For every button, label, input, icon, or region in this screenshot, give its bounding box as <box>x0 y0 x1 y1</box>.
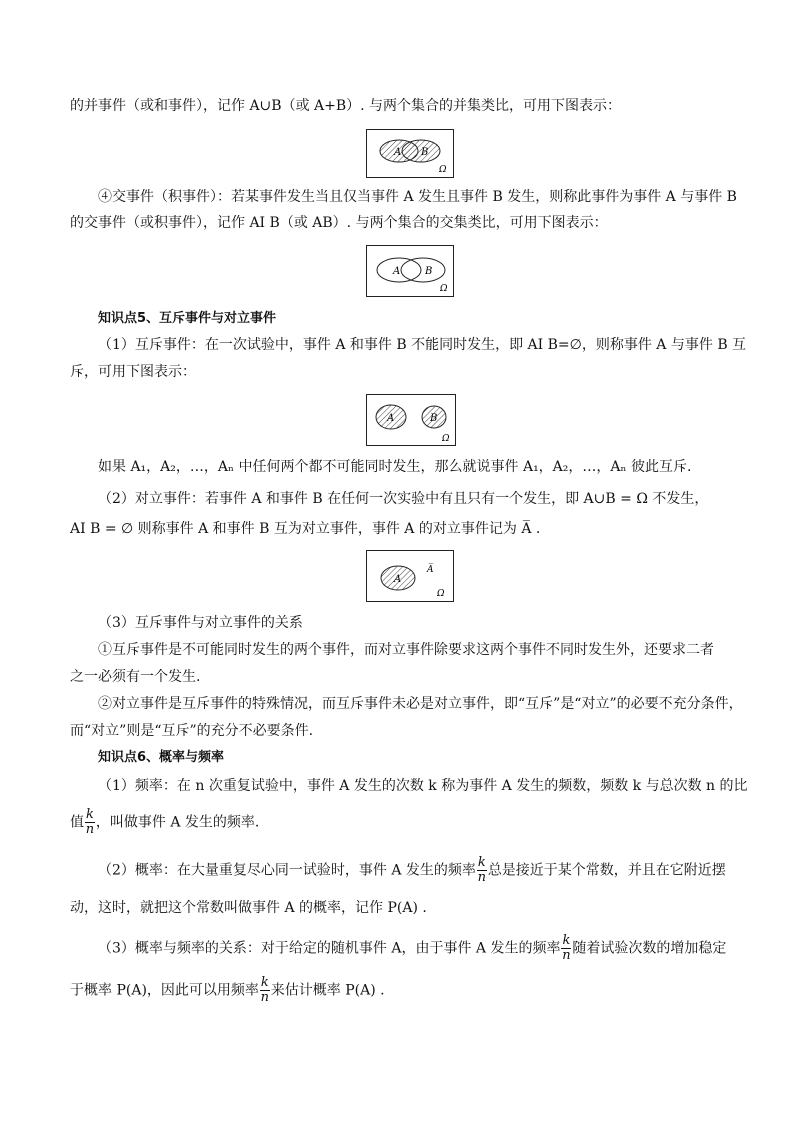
text-line: 如果 A₁，A₂，…，Aₙ 中任何两个都不可能同时发生，那么就说事件 A₁，A₂，…，Aₙ 彼此互斥. <box>98 459 692 475</box>
omega-label: Ω <box>439 165 447 175</box>
venn-complement-diagram <box>366 550 454 602</box>
venn-intersection-diagram <box>366 245 454 297</box>
text-line: ②对立事件是互斥事件的特殊情况，而互斥事件未必是对立事件，即“互斥”是“对立”的必要不充分条件， <box>98 696 743 712</box>
set-a-label: A <box>394 574 402 585</box>
section-heading: 知识点6、概率与频率 <box>98 750 225 765</box>
set-b-label: B <box>430 413 438 424</box>
text-line: 斥，可用下图表示： <box>70 364 196 380</box>
fraction-denominator: n <box>260 990 270 1005</box>
venn-union-diagram <box>366 129 454 178</box>
omega-label: Ω <box>440 284 448 294</box>
text-line: 动，这时，就把这个常数叫做事件 A 的概率，记作 P(A) . <box>70 900 427 916</box>
text-line <box>98 934 726 963</box>
text-line: ④交事件（积事件）：若某事件发生当且仅当事件 A 发生且事件 B 发生，则称此事件为事件 A 与事件 B <box>98 189 737 205</box>
set-a-label: A <box>394 147 402 158</box>
fraction-numerator: k <box>260 975 269 990</box>
text-segment: （3）概率与频率的关系：对于给定的随机事件 A，由于事件 A 发生的频率 <box>98 940 561 957</box>
set-a-label: A <box>393 266 401 277</box>
fraction <box>85 808 95 837</box>
text-line: （2）对立事件：若事件 A 和事件 B 在任何一次实验中有且只有一个发生，即 A∪B = Ω 不发生， <box>98 491 709 507</box>
fraction-numerator: k <box>86 807 94 822</box>
text-line <box>70 976 385 1005</box>
section-heading: 知识点5、互斥事件与对立事件 <box>98 311 277 326</box>
text-line: 之一必须有一个发生. <box>70 669 201 685</box>
fraction <box>260 976 270 1005</box>
fraction-denominator: n <box>85 822 95 837</box>
text-line: 的交事件（或积事件），记作 AI B（或 AB）. 与两个集合的交集类比，可用下图表示： <box>70 215 608 231</box>
text-line: 的并事件（或和事件），记作 A∪B（或 A+B）. 与两个集合的并集类比，可用下图表示： <box>70 98 622 114</box>
text-segment: 随着试验次数的增加稳定 <box>572 940 727 957</box>
omega-label: Ω <box>437 589 445 599</box>
set-a-label: A <box>387 413 395 424</box>
text-segment: 值 <box>70 814 84 831</box>
set-b-label: B <box>425 266 433 277</box>
text-line: ①互斥事件是不可能同时发生的两个事件，而对立事件除要求这两个事件不同时发生外，还要求二者 <box>98 642 714 658</box>
venn-mutually-exclusive-diagram <box>366 394 456 446</box>
omega-label: Ω <box>442 434 450 444</box>
text-line: AI B = ∅ 则称事件 A 和事件 B 互为对立事件，事件 A 的对立事件记为 A̅ . <box>70 521 541 537</box>
fraction <box>477 856 487 885</box>
fraction-numerator: k <box>477 855 486 870</box>
fraction-denominator: n <box>562 948 571 963</box>
fraction <box>561 934 571 963</box>
text-segment: 于概率 P(A)，因此可以用频率 <box>70 982 259 999</box>
text-line: 而“对立”则是“互斥”的充分不必要条件. <box>70 723 314 739</box>
text-segment: 来估计概率 P(A) . <box>270 982 385 999</box>
text-segment: ，叫做事件 A 发生的频率. <box>95 814 260 831</box>
fraction-numerator: k <box>562 933 571 948</box>
text-line: （3）互斥事件与对立事件的关系 <box>98 615 303 631</box>
text-segment: （2）概率：在大量重复尽心同一试验时，事件 A 发生的频率 <box>98 862 476 879</box>
text-line <box>98 856 726 885</box>
set-b-label: B <box>421 147 429 158</box>
fraction-denominator: n <box>477 870 487 885</box>
text-line: （1）互斥事件：在一次试验中，事件 A 和事件 B 不能同时发生，即 AI B=∅，则称事件 A 与事件 B 互 <box>98 337 747 353</box>
text-line <box>70 808 259 837</box>
complement-label: A̅ <box>427 565 434 575</box>
text-segment: 总是接近于某个常数，并且在它附近摆 <box>487 862 726 879</box>
text-line: （1）频率：在 n 次重复试验中，事件 A 发生的次数 k 称为事件 A 发生的频数，频数 k 与总次数 n 的比 <box>98 778 748 794</box>
